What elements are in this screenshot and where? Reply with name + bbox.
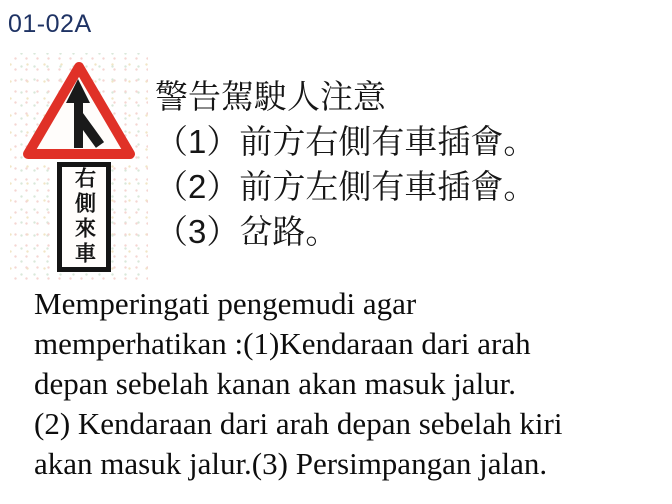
sign-figure — [10, 53, 148, 283]
chinese-line-2: （1）前方右側有車插會。 — [155, 123, 537, 160]
chinese-description — [155, 74, 670, 254]
translation-line-1: Memperingati pengemudi agar — [34, 286, 417, 321]
translation-line-5: akan masuk jalur.(3) Persimpangan jalan. — [34, 446, 548, 481]
chinese-line-1: 警告駕駛人注意 — [155, 78, 386, 115]
translation-line-4: (2) Kendaraan dari arah depan sebelah kiri — [34, 406, 563, 441]
chinese-line-4: （3）岔路。 — [155, 213, 339, 250]
supplementary-plate-sign — [57, 162, 111, 272]
indonesian-translation — [34, 284, 664, 484]
chinese-line-3: （2）前方左側有車插會。 — [155, 168, 537, 205]
plate-vertical-text: 右側來車 — [72, 167, 96, 267]
translation-line-2: memperhatikan :(1)Kendaraan dari arah — [34, 326, 531, 361]
translation-line-3: depan sebelah kanan akan masuk jalur. — [34, 366, 517, 401]
sign-code-label: 01-02A — [8, 10, 92, 38]
warning-triangle-sign-icon — [20, 57, 138, 163]
